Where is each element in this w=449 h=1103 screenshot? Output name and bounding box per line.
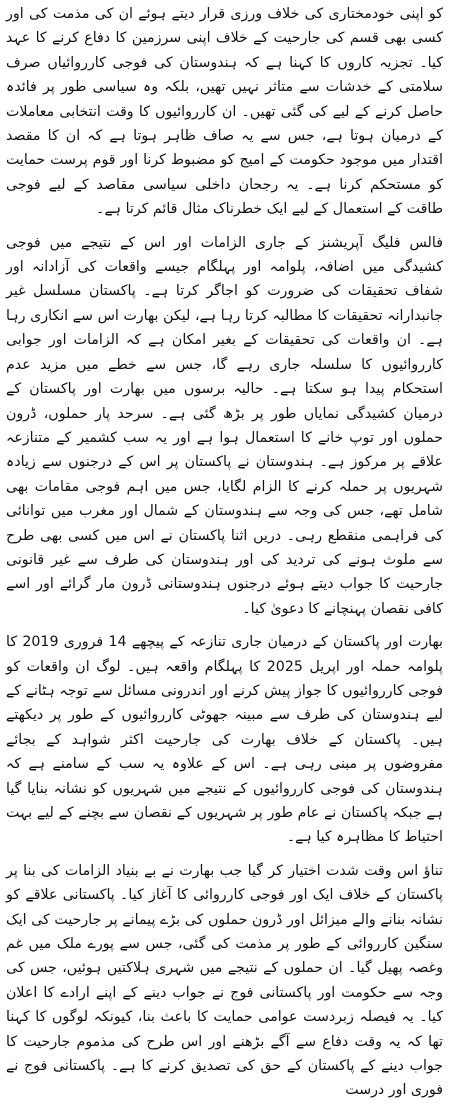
article-paragraph-1: کو اپنی خودمختاری کی خلاف ورزی قرار دیتے ہوئے ان کی مذمت کی اور کسی بھی قسم کی جارحیت کے خلاف اپنی سرزمین کا دفاع کرنے کا عہد کیا۔ تجزیہ کاروں کا کہنا ہے کہ ہندوستان کی فوجی کارروائیاں صرف سلامتی کے خدشات سے متاثر نہیں تھیں، بلکہ وہ سیاسی طور پر فائدہ حاصل کرنے کے لیے کی گئی تھیں۔ ان کارروائیوں کا وقت انتخابی معاملات کے درمیان ہوتا ہے، جس سے یہ صاف ظاہر ہوتا ہے کہ ان کا مقصد اقتدار میں موجود حکومت کے امیج کو مضبوط کرنا اور قوم پرست حمایت کو مستحکم کرنا ہے۔ یہ رجحان داخلی سیاسی مقاصد کے لیے فوجی طاقت کے استعمال کے لیے ایک خطرناک مثال قائم کرتا ہے۔ bbox=[6, 6, 443, 218]
article-paragraph-2: فالس فلیگ آپریشنز کے جاری الزامات اور اس کے نتیجے میں فوجی کشیدگی میں اضافہ، پلوامہ اور پہلگام جیسے واقعات کی آزادانہ اور شفاف تحقیقات کی ضرورت کو اجاگر کرتا ہے۔ پاکستان مسلسل غیر جانبدارانہ تحقیقات کا مطالبہ کرتا رہا ہے، لیکن بھارت اس سے انکاری رہا ہے۔ ان واقعات کی تحقیقات کے بغیر امکان ہے کہ الزامات اور جوابی کارروائیوں کا سلسلہ جاری رہے گا، جس سے خطے میں مزید عدم استحکام پیدا ہو سکتا ہے۔ حالیہ برسوں میں بھارت اور پاکستان کے درمیان کشیدگی نمایاں طور پر بڑھ گئی ہے۔ سرحد پار حملوں، ڈرون حملوں اور توپ خانے کا استعمال ہوا ہے اور یہ سب کشمیر کے متنازعہ علاقے پر مرکوز ہے۔ ہندوستان نے پاکستان پر اس کے درجنوں سے زیادہ شہریوں پر حملہ کرنے کا الزام لگایا، جس میں اہم فوجی مقامات بھی شامل تھے، جس کی وجہ سے ہندوستان کے شمال اور مغرب میں توانائی کی فراہمی منقطع رہی۔ دریں اثنا پاکستان نے اس میں کسی بھی طرح سے ملوث ہونے کی تردید کی اور ہندوستان کی طرف سے غیر قانونی جارحیت کا جواب دیتے ہوئے درجنوں ہندوستانی ڈرون مار گرائے اور اسے کافی نقصان پہنچانے کا دعویٰ کیا۔ bbox=[6, 234, 443, 617]
article-paragraph-3: بھارت اور پاکستان کے درمیان جاری تنازعہ کے پیچھے 14 فروری 2019 کا پلوامہ حملہ اور اپریل 2025 کا پہلگام واقعہ ہیں۔ لوگ ان واقعات کو فوجی کارروائیوں کا جواز پیش کرنے اور اندرونی مسائل سے توجہ ہٹانے کے لیے ہندوستان کی طرف سے مبینہ جھوٹی کارروائیوں کے طور پر دیکھتے ہیں۔ پاکستان کے خلاف بھارت کی جارحیت اکثر شواہد کے بجائے مفروضوں پر مبنی رہی ہے۔ اس کے علاوہ یہ سب کے سامنے ہے کہ ہندوستان کی فوجی کارروائیوں کے نتیجے میں شہریوں کو نشانہ بنایا گیا ہے جبکہ پاکستان نے عام طور پر شہریوں کے نقصان سے بچنے کے لیے بہت احتیاط کا مظاہرہ کیا ہے۔ bbox=[6, 634, 443, 846]
article-paragraph-4: تناؤ اس وقت شدت اختیار کر گیا جب بھارت نے بے بنیاد الزامات کی بنا پر پاکستان کے خلاف ایک اور فوجی کارروائی کا آغاز کیا۔ پاکستانی علاقے کو نشانہ بنانے والے میزائل اور ڈرون حملوں کی بڑے پیمانے پر جارحیت کی ایک سنگین کارروائی کے طور پر مذمت کی گئی، جس سے پورے ملک میں غم وغصہ پھیل گیا۔ ان حملوں کے نتیجے میں شہری ہلاکتیں ہوئیں، جس کی وجہ سے حکومت اور پاکستانی فوج نے جواب دینے کے اپنے ارادے کا اعلان کیا۔ یہ فیصلہ زبردست عوامی حمایت کا باعث بنا، کیونکہ لوگوں کا کہنا تھا کہ یہ وقت دفاع سے آگے بڑھنے اور اس طرح کی مذموم جارحیت کا جواب دینے کے پاکستان کے حق کی تصدیق کرنے کا ہے۔ پاکستانی فوج نے فوری اور درست bbox=[6, 862, 443, 1099]
